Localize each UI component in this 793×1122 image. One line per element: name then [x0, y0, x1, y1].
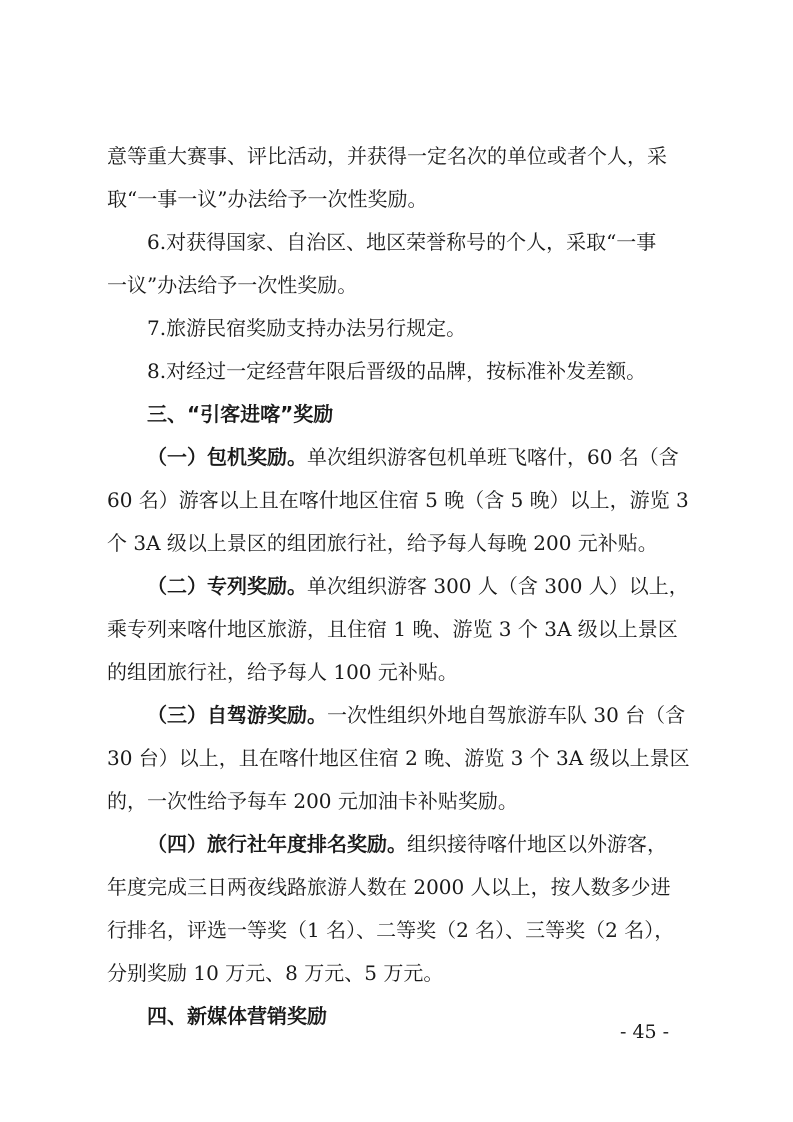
- line-text: 60 名）游客以上且在喀什地区住宿 5 晚（含 5 晚）以上，游览 3: [107, 488, 689, 512]
- line-text: 的组团旅行社，给予每人 100 元补贴。: [107, 660, 458, 684]
- body-line: [0, 357, 793, 385]
- line-text: 单次组织游客 300 人（含 300 人）以上，: [307, 574, 689, 598]
- body-line: [0, 572, 793, 600]
- lead-phrase: （二）专列奖励。: [147, 574, 307, 598]
- line-text: 分别奖励 10 万元、8 万元、5 万元。: [107, 961, 444, 985]
- lead-phrase: （三）自驾游奖励。: [147, 703, 327, 727]
- line-text: 30 台）以上，且在喀什地区住宿 2 晚、游览 3 个 3A 级以上景区: [107, 746, 690, 770]
- line-text: 意等重大赛事、评比活动，并获得一定名次的单位或者个人，采: [107, 144, 667, 168]
- body-line: [0, 185, 793, 213]
- body-line: [0, 959, 793, 987]
- line-text: 行排名，评选一等奖（1 名）、二等奖（2 名）、三等奖（2 名），: [107, 918, 675, 942]
- body-line: [0, 486, 793, 514]
- body-line: [0, 830, 793, 858]
- line-text: 一次性组织外地自驾旅游车队 30 台（含: [327, 703, 686, 727]
- body-line: [0, 529, 793, 557]
- line-text: 取“一事一议”办法给予一次性奖励。: [107, 187, 428, 211]
- body-line: [0, 658, 793, 686]
- line-text: 一议”办法给予一次性奖励。: [107, 273, 358, 297]
- heading-text: 三、“引客进喀”奖励: [147, 402, 334, 426]
- body-line: [0, 701, 793, 729]
- line-text: 乘专列来喀什地区旅游，且住宿 1 晚、游览 3 个 3A 级以上景区: [107, 617, 678, 641]
- body-line: [0, 787, 793, 815]
- line-text: 6.对获得国家、自治区、地区荣誉称号的个人，采取“一事: [147, 230, 657, 254]
- page-number: - 45 -: [620, 1021, 670, 1043]
- line-text: 的，一次性给予每车 200 元加油卡补贴奖励。: [107, 789, 518, 813]
- line-text: 个 3A 级以上景区的组团旅行社，给予每人每晚 200 元补贴。: [107, 531, 658, 555]
- lead-phrase: （四）旅行社年度排名奖励。: [147, 832, 407, 856]
- section-heading: [0, 1002, 793, 1030]
- line-text: 年度完成三日两夜线路旅游人数在 2000 人以上，按人数多少进: [107, 875, 671, 899]
- body-line: [0, 314, 793, 342]
- lead-phrase: （一）包机奖励。: [147, 445, 307, 469]
- line-text: 7.旅游民宿奖励支持办法另行规定。: [147, 316, 467, 340]
- body-line: [0, 615, 793, 643]
- body-line: [0, 916, 793, 944]
- body-line: [0, 142, 793, 170]
- body-line: [0, 228, 793, 256]
- body-line: [0, 443, 793, 471]
- body-line: [0, 873, 793, 901]
- body-line: [0, 271, 793, 299]
- line-text: 8.对经过一定经营年限后晋级的品牌，按标准补发差额。: [147, 359, 647, 383]
- body-line: [0, 744, 793, 772]
- line-text: 单次组织游客包机单班飞喀什，60 名（含: [307, 445, 679, 469]
- heading-text: 四、新媒体营销奖励: [147, 1004, 327, 1028]
- section-heading: [0, 400, 793, 428]
- line-text: 组织接待喀什地区以外游客，: [407, 832, 667, 856]
